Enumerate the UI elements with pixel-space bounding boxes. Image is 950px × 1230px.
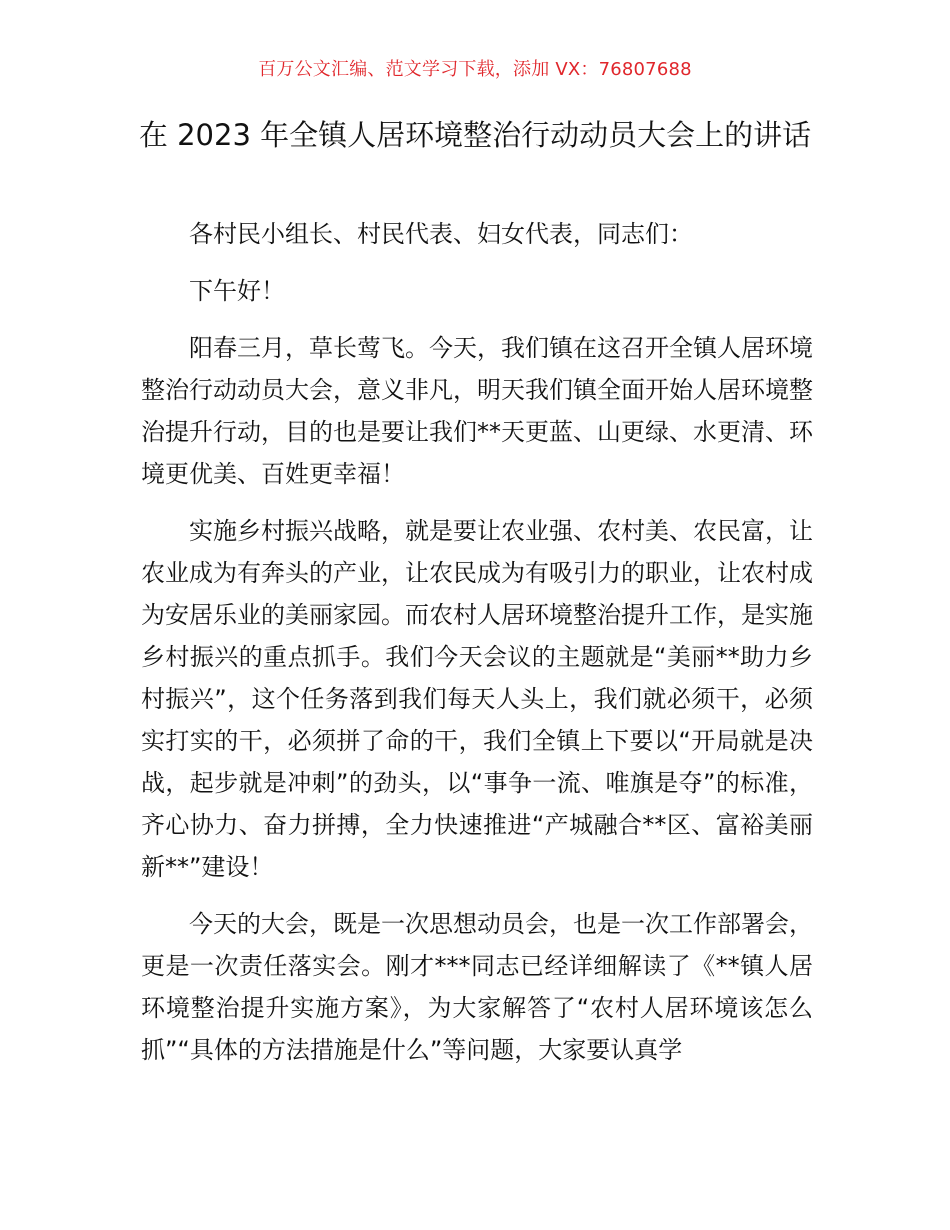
document-title: 在 2023 年全镇人居环境整治行动动员大会上的讲话 [138,118,812,152]
header-watermark-note: 百万公文汇编、范文学习下载，添加 VX：76807688 [258,59,692,80]
greeting: 下午好！ [189,277,285,305]
paragraph-1: 阳春三月，草长莺飞。今天，我们镇在这召开全镇人居环境整治行动动员大会，意义非凡，明天我们镇全面开始人居环境整治提升行动，目的也是要让我们**天更蓝、山更绿、水更清、环境更优美、百姓更幸福！ [141,334,813,488]
salutation: 各村民小组长、村民代表、妇女代表，同志们： [189,220,693,248]
paragraph-3: 今天的大会，既是一次思想动员会，也是一次工作部署会，更是一次责任落实会。刚才***同志已经详细解读了《**镇人居环境整治提升实施方案》，为大家解答了“农村人居环境该怎么抓”“具体的方法措施是什么”等问题，大家要认真学 [141,910,813,1064]
paragraph-2: 实施乡村振兴战略，就是要让农业强、农村美、农民富，让农业成为有奔头的产业，让农民成为有吸引力的职业，让农村成为安居乐业的美丽家园。而农村人居环境整治提升工作，是实施乡村振兴的重点抓手。我们今天会议的主题就是“美丽**助力乡村振兴”，这个任务落到我们每天人头上，我们就必须干，必须实打实的干，必须拼了命的干，我们全镇上下要以“开局就是决战，起步就是冲刺”的劲头，以“事争一流、唯旗是夺”的标准，齐心协力、奋力拼搏，全力快速推进“产城融合**区、富裕美丽新**”建设！ [141,517,813,881]
document-body [141,213,813,1071]
